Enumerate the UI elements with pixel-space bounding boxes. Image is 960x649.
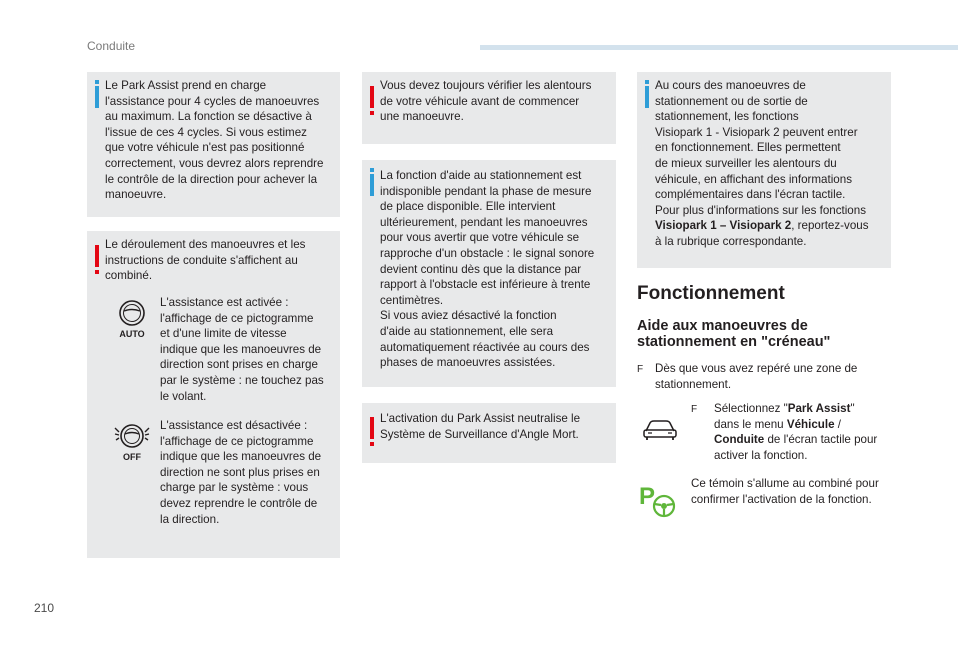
indicator-note: P Ce témoin s'allume au combiné pour confirmer l'activation de la fonction. — [637, 476, 897, 526]
warning-box-blind-spot — [362, 403, 616, 463]
warning-icon — [95, 245, 99, 267]
off-icon-label: OFF — [123, 452, 141, 462]
warning-box-text: Le déroulement des manoeuvres et les instructions de conduite s'affichent au combiné. — [105, 238, 306, 283]
auto-icon-label: AUTO — [119, 329, 145, 339]
indicator-letter: P — [639, 483, 656, 510]
warning-box-text: Vous devez toujours vérifier les alentours de votre véhicule avant de commencer une manoeuvre. — [380, 79, 592, 124]
assist-active-text: L'assistance est activée : l'affichage de ce pictogramme et d'une limite de vitesse indique que les manoeuvres de direction sont prises en charge par le système : ne touchez pas le volant. — [160, 296, 324, 403]
step-bullet: F — [637, 364, 644, 375]
info-box-text: La fonction d'aide au stationnement est indisponible pendant la phase de mesure de place disponible. Elle intervient ultérieurement, pendant les manoeuvres pour vous avertir que votre véhicule se rapproche d'un obstacle : le signal sonore devient continu dès que la distance par rapport à l'obstacle est inférieure à trente centimètres. Si vous aviez désactivé la fonction d'aide au stationnement, elle sera automatiquement réactivée au cours des phases de manoeuvres assistées. — [380, 169, 595, 370]
header-rule — [480, 45, 958, 50]
step-2: F Sélectionnez "Park Assist" dans le menu Véhicule / Conduite de l'écran tactile pour activer la fonction. — [637, 401, 897, 471]
warning-icon — [370, 86, 374, 108]
assist-inactive-item — [113, 418, 338, 538]
steering-wheel-off-icon — [113, 418, 155, 464]
warning-box-check-surroundings — [362, 72, 616, 144]
info-box-text: Au cours des manoeuvres de stationnement ou de sortie de stationnement, les fonctions Visiopark 1 - Visiopark 2 peuvent entrer en fonctionnement. Elles permettent de mieux surveiller les alentours du véhicule, en affichant des informations complémentaires dans l'écran tactile. Pour plus d'informations sur les fonctions Visiopark 1 – Visiopark 2, reportez-vous à la rubrique correspondante. — [655, 79, 869, 248]
park-assist-indicator-icon — [637, 480, 681, 520]
park-assist-label: Park Assist — [787, 402, 851, 415]
info-icon — [370, 174, 374, 196]
assist-active-item — [113, 295, 338, 415]
subsection-title: Aide aux manoeuvres de stationnement en "créneau" — [637, 318, 831, 350]
section-title: Fonctionnement — [637, 283, 785, 304]
info-box-parking-aid — [362, 160, 616, 387]
page-number: 210 — [34, 601, 55, 615]
steering-wheel-auto-icon — [113, 295, 155, 341]
info-box-visiopark — [637, 72, 891, 268]
warning-box-instructions — [87, 231, 340, 558]
step-bullet: F — [691, 404, 698, 415]
info-box-park-assist-cycles — [87, 72, 340, 217]
info-icon — [645, 86, 649, 108]
warning-icon — [370, 417, 374, 439]
vehicle-menu-label: Véhicule — [786, 417, 835, 431]
assist-inactive-text: L'assistance est désactivée : l'affichage de ce pictogramme indique que les manoeuvres de direction ne sont plus prises en charge par le système : vous devez reprendre le contrôle de la direction. — [160, 419, 322, 526]
car-settings-icon — [640, 413, 680, 443]
running-header: Conduite — [87, 39, 136, 53]
warning-box-text: L'activation du Park Assist neutralise le Système de Surveillance d'Angle Mort. — [380, 412, 581, 441]
info-box-text: Le Park Assist prend en charge l'assistance pour 4 cycles de manoeuvres au maximum. La fonction se désactive à l'issue de ces 4 cycles. Si vous estimez que votre véhicule n'est pas positionné correctement, vous devrez alors reprendre le contrôle de la direction pour achever la manoeuvre. — [105, 79, 324, 202]
info-icon — [95, 86, 99, 108]
driving-menu-label: Conduite — [714, 433, 765, 447]
visiopark-reference: Visiopark 1 – Visiopark 2 — [655, 219, 792, 233]
